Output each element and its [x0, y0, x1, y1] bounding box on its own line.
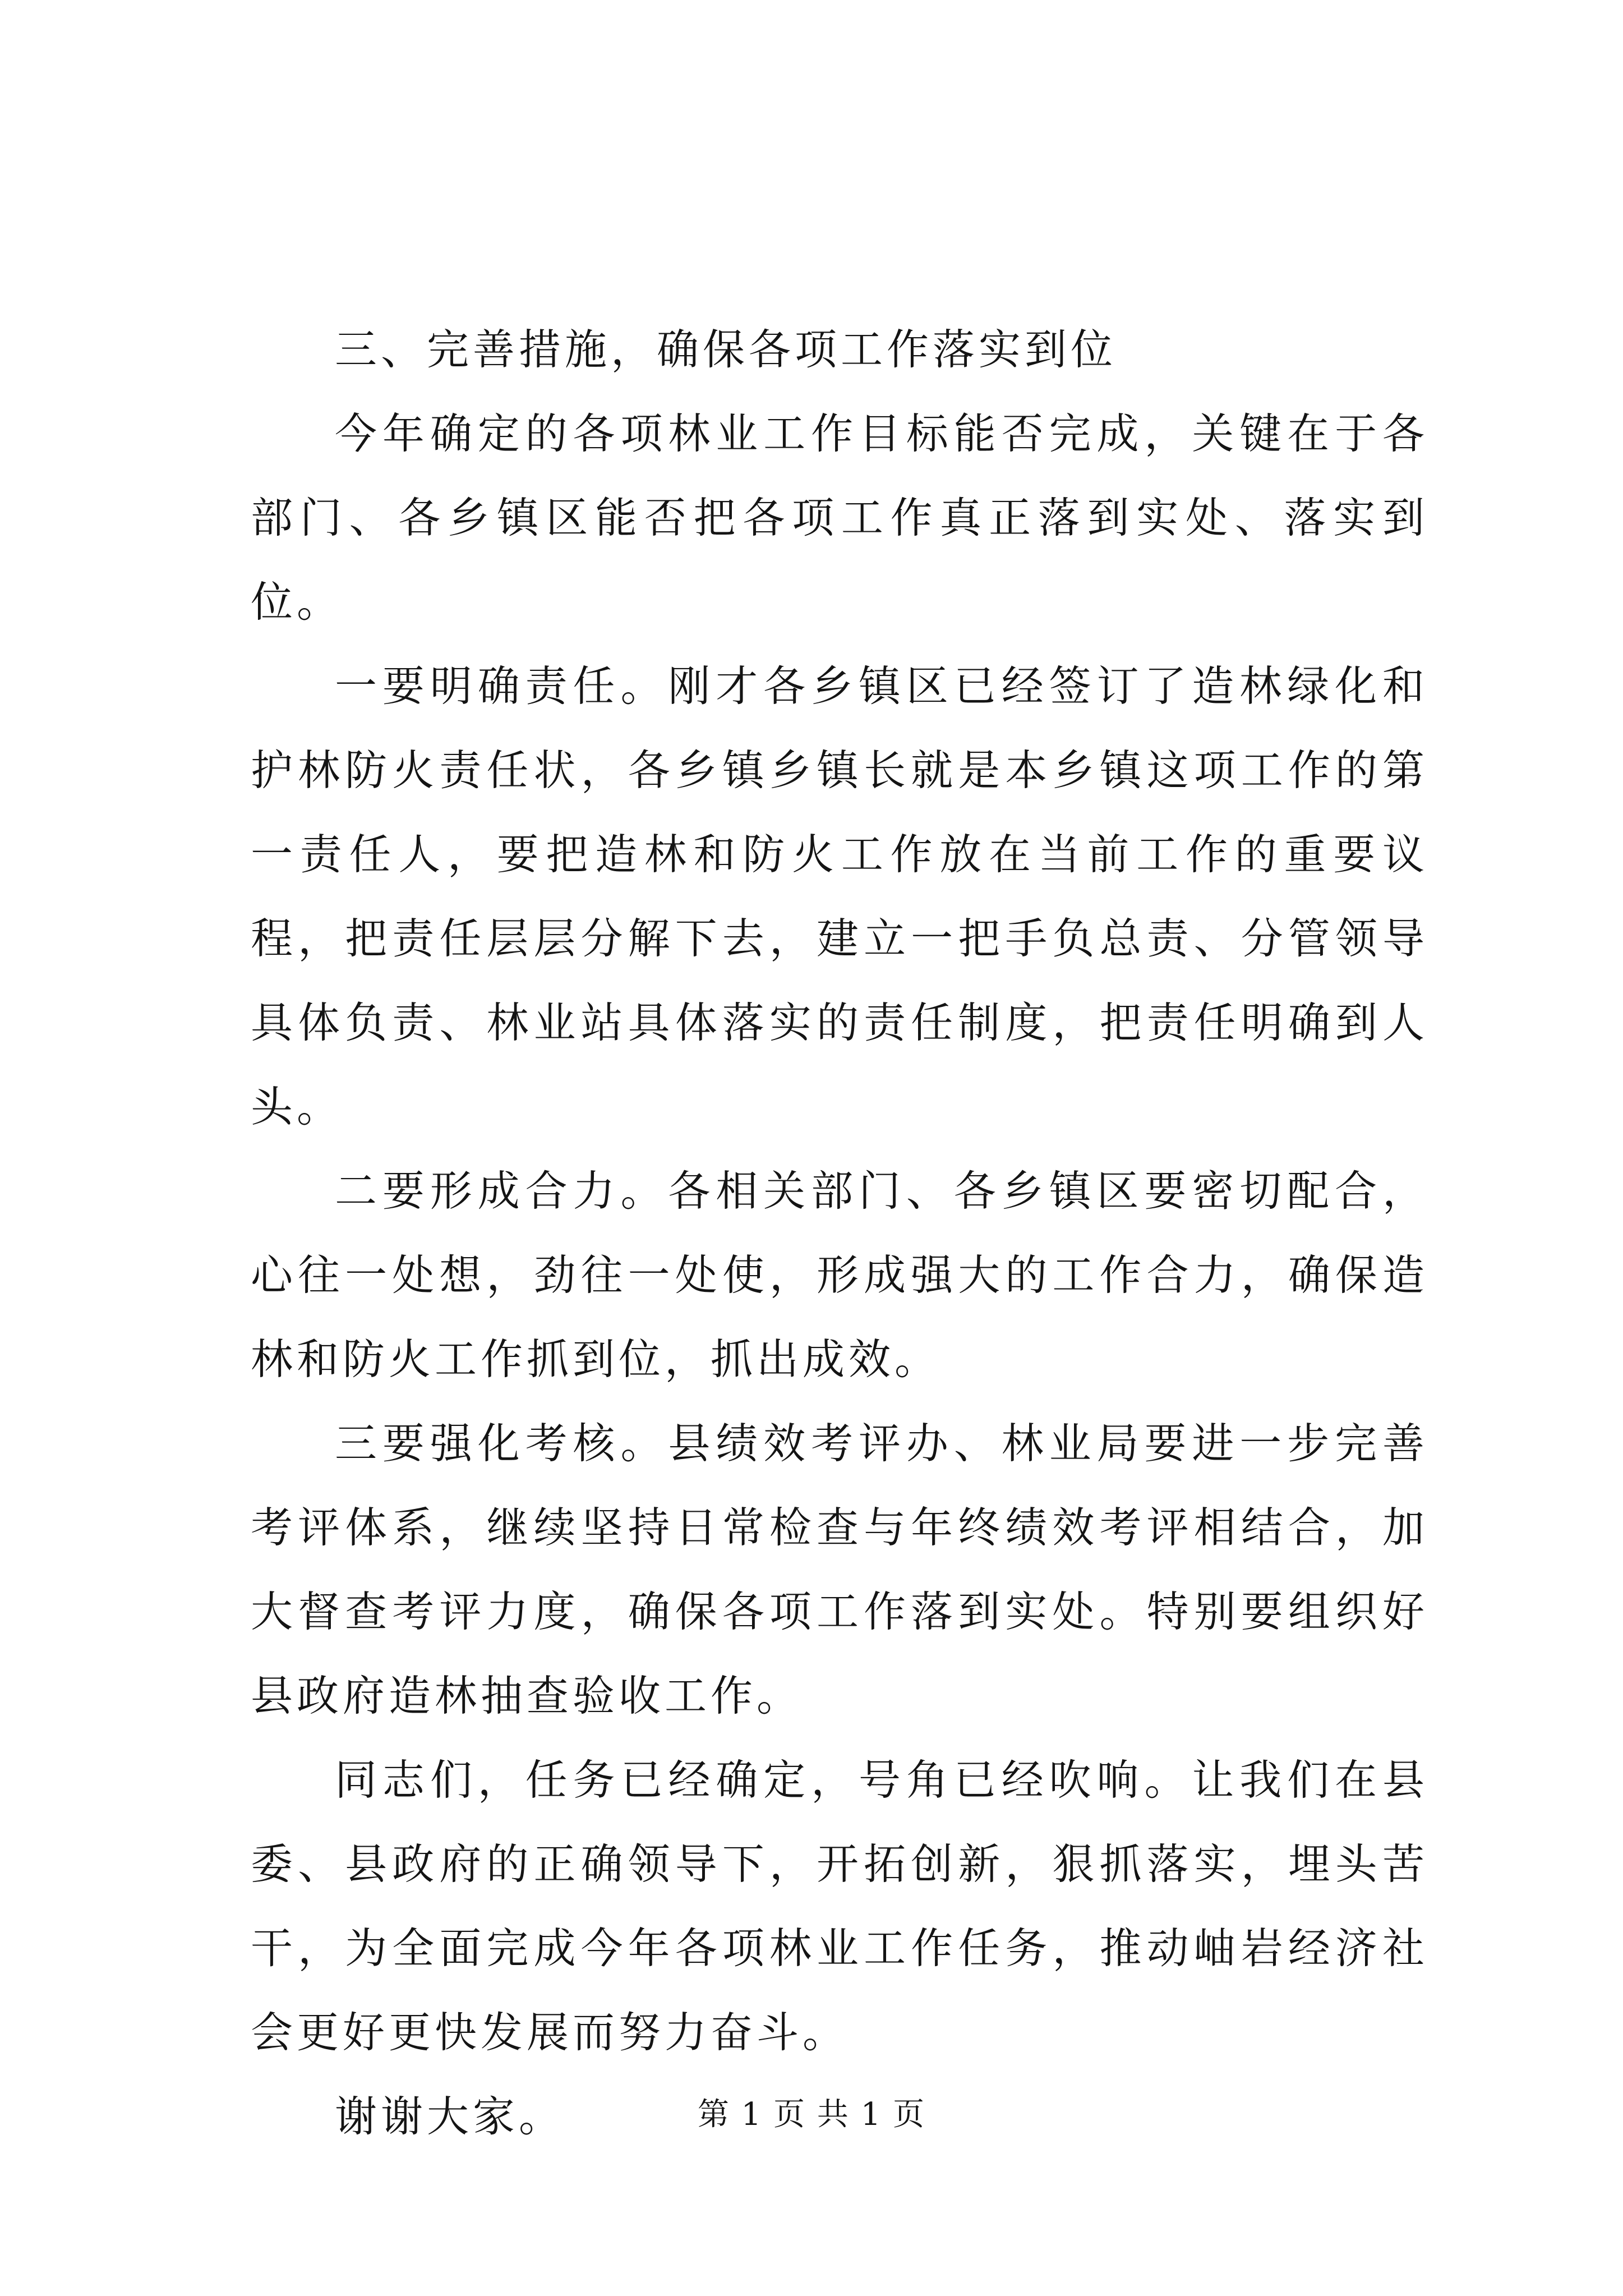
- paragraph-responsibility: 一要明确责任。刚才各乡镇区已经签订了造林绿化和护林防火责任状，各乡镇乡镇长就是本乡镇这项工作的第一责任人，要把造林和防火工作放在当前工作的重要议程，把责任层层分解下去，建立一把手负总责、分管领导具体负责、林业站具体落实的责任制度，把责任明确到人头。: [251, 661, 1428, 1131]
- paragraph-cooperation: 二要形成合力。各相关部门、各乡镇区要密切配合，心往一处想，劲往一处使，形成强大的工作合力，确保造林和防火工作抓到位，抓出成效。: [251, 1166, 1428, 1384]
- paragraph-closing: 同志们，任务已经确定，号角已经吹响。让我们在县委、县政府的正确领导下，开拓创新，狠抓落实，埋头苦干，为全面完成今年各项林业工作任务，推动岫岩经济社会更好更快发展而努力奋斗。: [251, 1755, 1428, 2057]
- paragraph-assessment: 三要强化考核。县绩效考评办、林业局要进一步完善考评体系，继续坚持日常检查与年终绩效考评相结合，加大督查考评力度，确保各项工作落到实处。特别要组织好县政府造林抽查验收工作。: [251, 1419, 1428, 1720]
- page-footer: 第 1 页 共 1 页: [697, 2096, 926, 2133]
- document-body: [251, 307, 1428, 2159]
- paragraph-thanks: 谢谢大家。: [335, 2092, 565, 2141]
- paragraph-intro: 今年确定的各项林业工作目标能否完成，关键在于各部门、各乡镇区能否把各项工作真正落到实处、落实到位。: [251, 409, 1428, 627]
- section-heading: 三、完善措施，确保各项工作落实到位: [335, 325, 1117, 374]
